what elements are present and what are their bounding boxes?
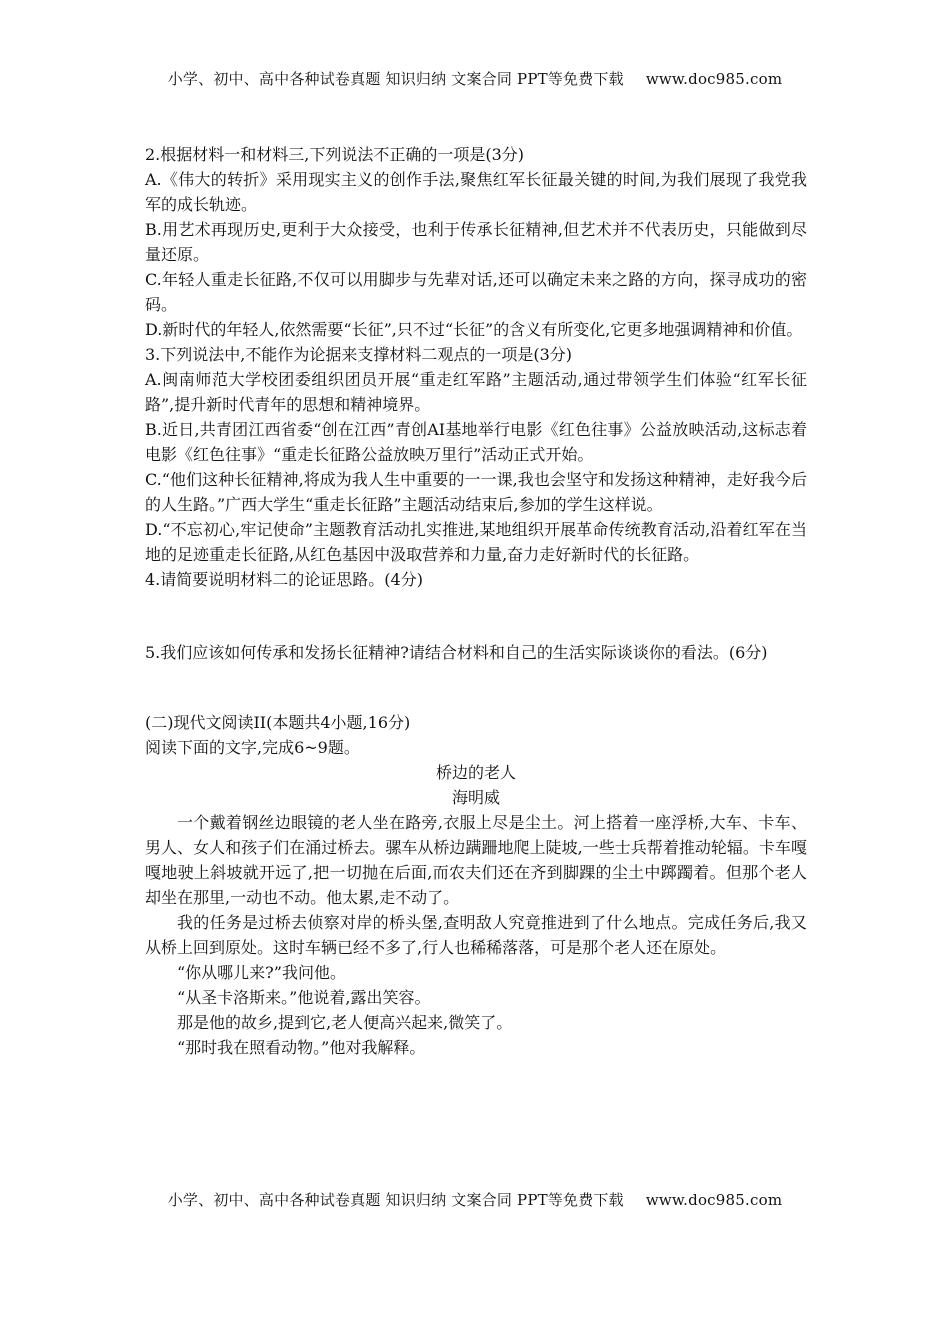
story-paragraph: “从圣卡洛斯来。”他说着,露出笑容。	[177, 988, 431, 1007]
question-2-stem: 2.根据材料一和材料三,下列说法不正确的一项是(3分)	[145, 145, 525, 164]
page-footer	[0, 1189, 950, 1210]
question-3-stem: 3.下列说法中,不能作为论据来支撑材料二观点的一项是(3分)	[145, 345, 573, 364]
story-title: 桥边的老人	[435, 763, 516, 782]
story-paragraph: “那时我在照看动物。”他对我解释。	[177, 1038, 426, 1057]
story-paragraph: 那是他的故乡,提到它,老人便高兴起来,微笑了。	[177, 1013, 513, 1032]
page-header	[0, 68, 950, 89]
story-paragraph: 一个戴着钢丝边眼镜的老人坐在路旁,衣服上尽是尘土。河上搭着一座浮桥,大车、卡车、男人、女人和孩子们在涌过桥去。骡车从桥边蹒跚地爬上陡坡,一些士兵帮着推动轮辐。卡车嘎嘎地驶上斜坡就开远了,把一切抛在后面,而农夫们还在齐到脚踝的尘土中踯躅着。但那个老人却坐在那里,一动也不动。他太累,走不动了。	[145, 813, 807, 907]
answer-space-q4	[145, 592, 807, 640]
section-heading: (二)现代文阅读II(本题共4小题,16分)	[145, 713, 411, 732]
question-2-option-a: A.《伟大的转折》采用现实主义的创作手法,聚焦红军长征最关键的时间,为我们展现了我党我军的成长轨迹。	[145, 170, 807, 214]
question-2-option-b: B.用艺术再现历史,更利于大众接受，也利于传承长征精神,但艺术并不代表历史，只能做到尽量还原。	[145, 220, 807, 264]
footer-site-link[interactable]: www.doc985.com	[645, 1191, 783, 1209]
section-instruction: 阅读下面的文字,完成6~9题。	[145, 738, 360, 757]
answer-space-q5	[145, 665, 807, 710]
document-body	[145, 142, 807, 1060]
question-3-option-a: A.闽南师范大学校团委组织团员开展“重走红军路”主题活动,通过带领学生们体验“红军长征路”,提升新时代青年的思想和精神境界。	[145, 370, 807, 414]
question-2-option-c: C.年轻人重走长征路,不仅可以用脚步与先辈对话,还可以确定未来之路的方向，探寻成功的密码。	[145, 270, 807, 314]
question-3-option-d: D.“不忘初心,牢记使命”主题教育活动扎实推进,某地组织开展革命传统教育活动,沿着红军在当地的足迹重走长征路,从红色基因中汲取营养和力量,奋力走好新时代的长征路。	[145, 520, 807, 564]
footer-text: 小学、初中、高中各种试卷真题 知识归纳 文案合同 PPT等免费下载	[167, 1191, 624, 1209]
question-3-option-b: B.近日,共青团江西省委“创在江西”青创AI基地举行电影《红色往事》公益放映活动,这标志着电影《红色往事》“重走长征路公益放映万里行”活动正式开始。	[145, 420, 807, 464]
header-text: 小学、初中、高中各种试卷真题 知识归纳 文案合同 PPT等免费下载	[167, 70, 624, 88]
story-author: 海明威	[451, 788, 500, 807]
story-paragraph: 我的任务是过桥去侦察对岸的桥头堡,查明敌人究竟推进到了什么地点。完成任务后,我又从桥上回到原处。这时车辆已经不多了,行人也稀稀落落，可是那个老人还在原处。	[145, 913, 807, 957]
question-2-option-d: D.新时代的年轻人,依然需要“长征”,只不过“长征”的含义有所变化,它更多地强调精神和价值。	[145, 320, 803, 339]
question-3-option-c: C.“他们这种长征精神,将成为我人生中重要的一一课,我也会坚守和发扬这种精神，走好我今后的人生路。”广西大学生“重走长征路”主题活动结束后,参加的学生这样说。	[145, 470, 807, 514]
question-4: 4.请简要说明材料二的论证思路。(4分)	[145, 570, 423, 589]
header-site-link[interactable]: www.doc985.com	[645, 70, 783, 88]
story-paragraph: “你从哪儿来?”我问他。	[177, 963, 346, 982]
question-5: 5.我们应该如何传承和发扬长征精神?请结合材料和自己的生活实际谈谈你的看法。(6分)	[145, 643, 768, 662]
